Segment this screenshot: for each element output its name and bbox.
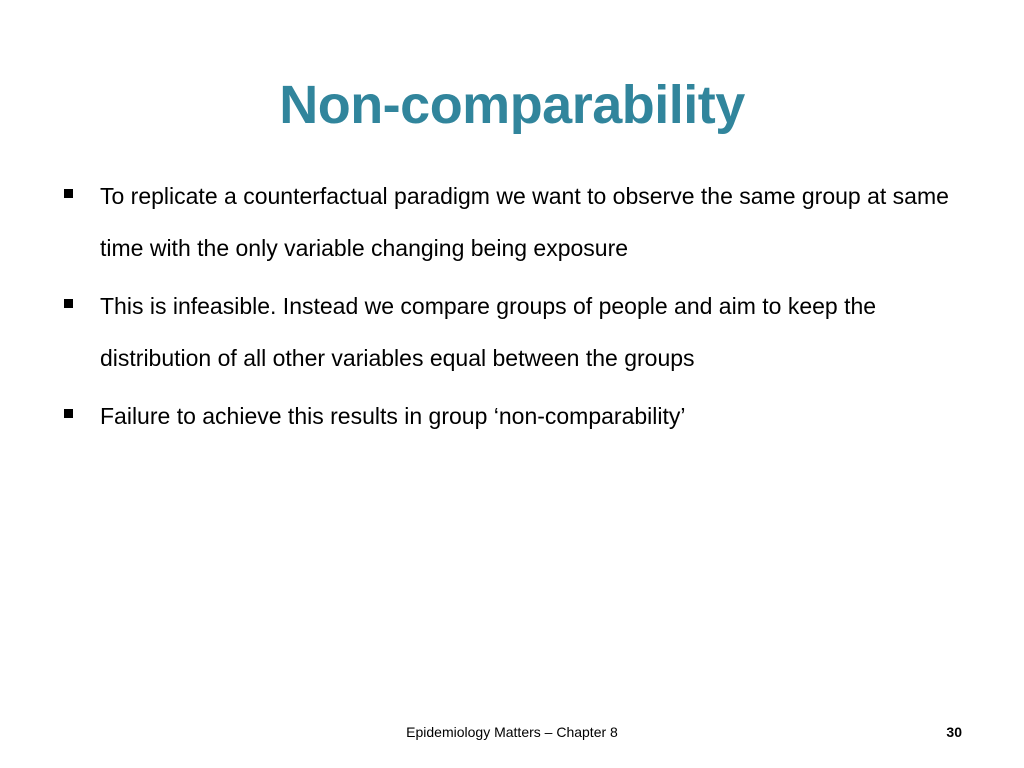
bullet-text: This is infeasible. Instead we compare groups of people and aim to keep the distribution of all other variables equal between the groups (100, 293, 877, 371)
slide-title: Non-comparability (279, 75, 745, 136)
bullet-item (62, 280, 962, 384)
page-number: 30 (946, 724, 962, 740)
square-bullet-icon (64, 299, 73, 308)
bullet-text: Failure to achieve this results in group ‘non-comparability’ (100, 403, 686, 429)
bullet-list (62, 170, 962, 448)
bullet-text: To replicate a counterfactual paradigm we want to observe the same group at same time with the only variable changing being exposure (100, 183, 949, 261)
bullet-item (62, 390, 962, 442)
footer-text: Epidemiology Matters – Chapter 8 (406, 724, 618, 740)
square-bullet-icon (64, 189, 73, 198)
square-bullet-icon (64, 409, 73, 418)
bullet-item (62, 170, 962, 274)
